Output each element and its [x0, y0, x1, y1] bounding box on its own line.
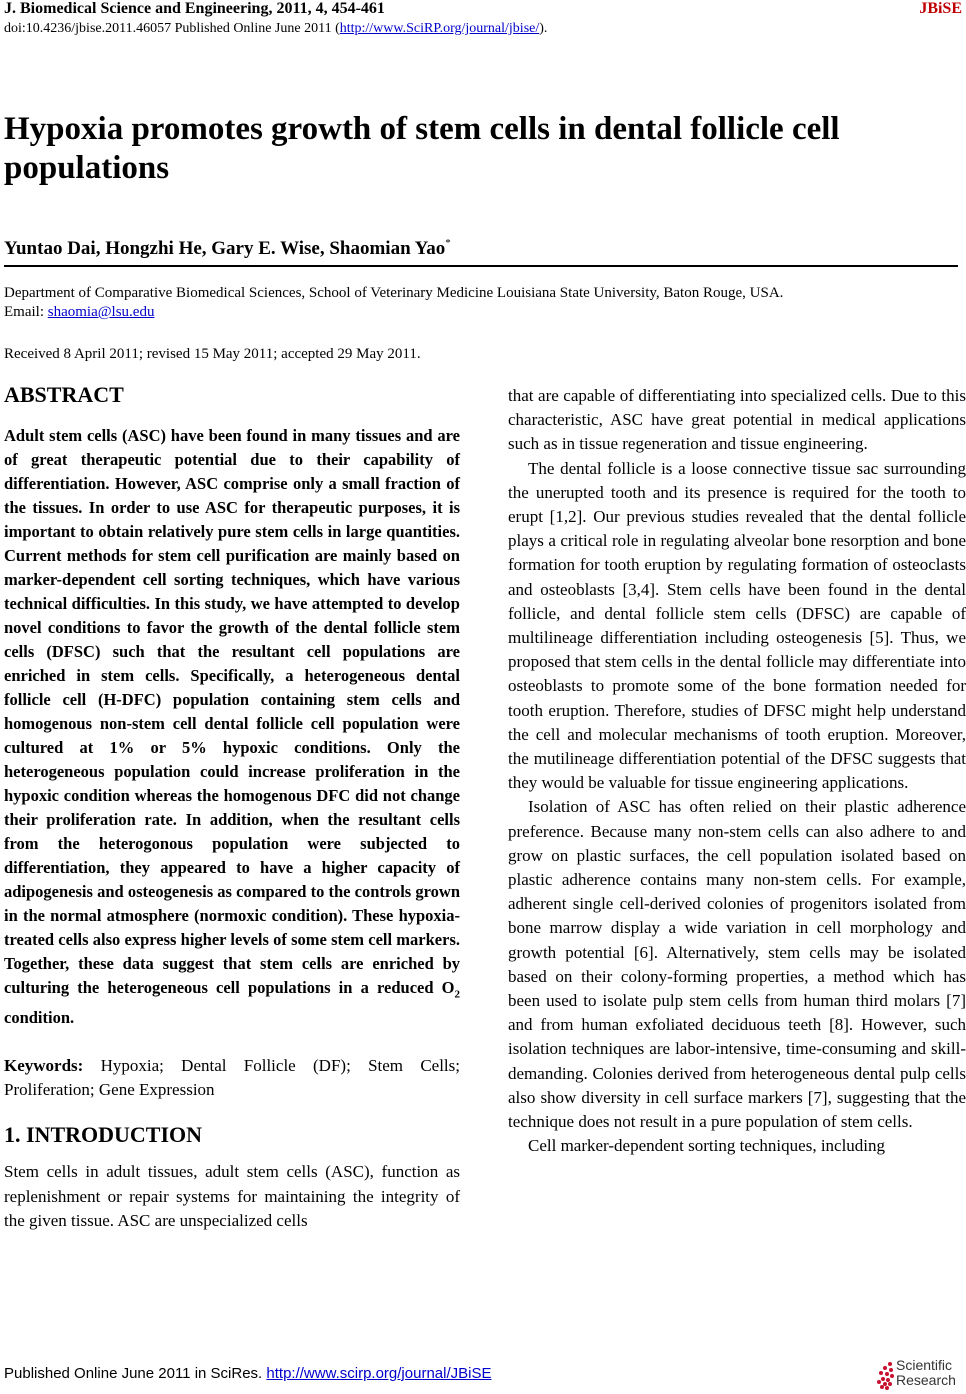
abstract-subscript: 2 — [454, 988, 460, 1001]
logo-dot — [886, 1378, 890, 1382]
right-column — [508, 384, 966, 1159]
journal-link[interactable]: http://www.SciRP.org/journal/jbise/ — [339, 21, 540, 36]
received-dates: Received 8 April 2011; revised 15 May 2011; accepted 29 May 2011. — [4, 346, 421, 362]
journal-abbreviation: JBiSE — [919, 0, 962, 17]
logo-dot — [883, 1382, 887, 1386]
author-names: Yuntao Dai, Hongzhi He, Gary E. Wise, Shaomian Yao — [4, 238, 446, 259]
body-paragraph-4: Cell marker-dependent sorting techniques, including — [528, 1136, 886, 1156]
logo-dot — [885, 1386, 889, 1390]
logo-dot — [885, 1372, 889, 1376]
logo-dot — [881, 1377, 885, 1381]
logo-mark-icon — [876, 1360, 896, 1392]
journal-citation: J. Biomedical Science and Engineering, 2011, 4, 454-461 — [4, 0, 385, 17]
logo-dot — [880, 1385, 884, 1389]
logo-dot — [883, 1366, 887, 1370]
abstract-end: condition. — [4, 1008, 75, 1028]
affiliation: Department of Comparative Biomedical Sciences, School of Veterinary Medicine Louisiana State University, Baton Rouge, USA. — [4, 285, 784, 301]
intro-paragraph: Stem cells in adult tissues, adult stem cells (ASC), function as replenishment or repair systems for maintaining the integrity of the given tissue. ASC are unspecialized cells — [4, 1162, 460, 1230]
corresponding-author-mark: * — [445, 237, 451, 249]
doi-text: doi:10.4236/jbise.2011.46057 Published Online June 2011 ( — [4, 21, 340, 36]
keywords — [4, 1054, 460, 1102]
title-divider — [4, 265, 958, 267]
email-line — [4, 303, 154, 321]
footer-link[interactable]: http://www.scirp.org/journal/JBiSE — [266, 1365, 492, 1382]
body-paragraph-3: Isolation of ASC has often relied on their plastic adherence preference. Because many non-stem cells can also adhere to and grow on plastic surfaces, the cell population isolated based on plastic adherence contains many non-stem cells. For example, adherent single cell-derived colonies of progenitors isolated from bone marrow display a wide variation in cell morphology and growth potential [6]. Alternatively, stem cells may be isolated based on their colony-forming properties, a method which has been used to isolate pulp stem cells from human third molars [7] and from human exfoliated deciduous teeth [8]. However, such isolation techniques are labor-intensive, time-consuming and skill-demanding. Colonies derived from heterogeneous dental pulp cells also show diversity in cell surface markers [7], suggesting that the technique does not result in a pure population of stem cells. — [508, 797, 966, 1132]
logo-line-1: Scientific — [896, 1357, 953, 1373]
left-column — [4, 380, 460, 1233]
email-label: Email: — [4, 304, 48, 320]
logo-dot — [879, 1371, 883, 1375]
body-paragraph-2: The dental follicle is a loose connective tissue sac surrounding the unerupted tooth and its presence is required for the tooth to erupt [1,2]. Our previous studies revealed that the dental follicle plays a critical role in regulating alveolar bone resorption and bone formation for tooth eruption by regulating formation of osteoclasts and osteoblasts [3,4]. Stem cells have been found in the dental follicle, and dental follicle stem cells (DFSC) are capable of multilineage differentiation including osteogenesis [5]. Thus, we proposed that stem cells in the dental follicle may differentiate into osteoblasts to promote some of the bone formation needed for tooth eruption. Therefore, studies of DFSC might help understand the cell and molecular mechanisms of tooth eruption. Moreover, the mutilineage differentiation potential of the DFSC suggests that they would be valuable for tissue engineering applications. — [508, 458, 966, 793]
doi-line — [4, 20, 547, 37]
logo-line-2: Research — [896, 1372, 956, 1388]
abstract-text — [4, 424, 460, 1030]
footer-text: Published Online June 2011 in SciRes. — [4, 1365, 267, 1382]
logo-dot — [890, 1374, 894, 1378]
logo-dot — [888, 1382, 892, 1386]
paper-title: Hypoxia promotes growth of stem cells in dental follicle cell populations — [4, 111, 840, 186]
email-link[interactable]: shaomia@lsu.edu — [47, 304, 155, 320]
body-paragraph-1: that are capable of differentiating into specialized cells. Due to this characteristic, ASC have great potential in medical applications such as in tissue regeneration and tissue engineering. — [508, 386, 966, 454]
author-list — [4, 232, 451, 260]
logo-wordmark — [896, 1358, 956, 1388]
logo-dot — [877, 1380, 881, 1384]
introduction-heading: 1. INTRODUCTION — [4, 1122, 203, 1148]
logo-dots — [877, 1362, 894, 1390]
abstract-heading: ABSTRACT — [4, 382, 124, 407]
abstract-body: Adult stem cells (ASC) have been found in many tissues and are of great therapeutic potential due to their capability of differentiation. However, ASC comprise only a small fraction of the tissues. In order to use ASC for therapeutic purposes, it is important to obtain relatively pure stem cells in large quantities. Current methods for stem cell purification are mainly based on marker-dependent cell sorting techniques, which have various technical difficulties. In this study, we have attempted to develop novel conditions to favor the growth of the dental follicle stem cells (DFSC) such that the resultant cell populations are enriched in stem cells. Specifically, a heterogeneous dental follicle cell (H-DFC) population containing stem cells and homogenous non-stem cell dental follicle cell population were cultured at 1% or 5% hypoxic conditions. Only the heterogeneous population could increase proliferation in the hypoxic condition whereas the homogenous DFC did not change their proliferation rate. In addition, when the resultant cells from the heterogonous population were subjected to differentiation, they appeared to have a higher capacity of adipogenesis and osteogenesis as compared to the controls grown in the normal atmosphere (normoxic condition). These hypoxia-treated cells also express higher levels of some stem cell markers. Together, these data suggest that stem cells are enriched by culturing the heterogeneous cell populations in a reduced O — [4, 426, 460, 997]
keywords-label: Keywords: — [4, 1056, 84, 1076]
keywords-text: Hypoxia; Dental Follicle (DF); Stem Cells; Proliferation; Gene Expression — [4, 1056, 460, 1100]
logo-dot — [889, 1368, 893, 1372]
scientific-research-logo — [876, 1358, 964, 1392]
doi-suffix: ). — [539, 21, 548, 36]
logo-dot — [888, 1362, 892, 1366]
footer — [4, 1365, 491, 1383]
